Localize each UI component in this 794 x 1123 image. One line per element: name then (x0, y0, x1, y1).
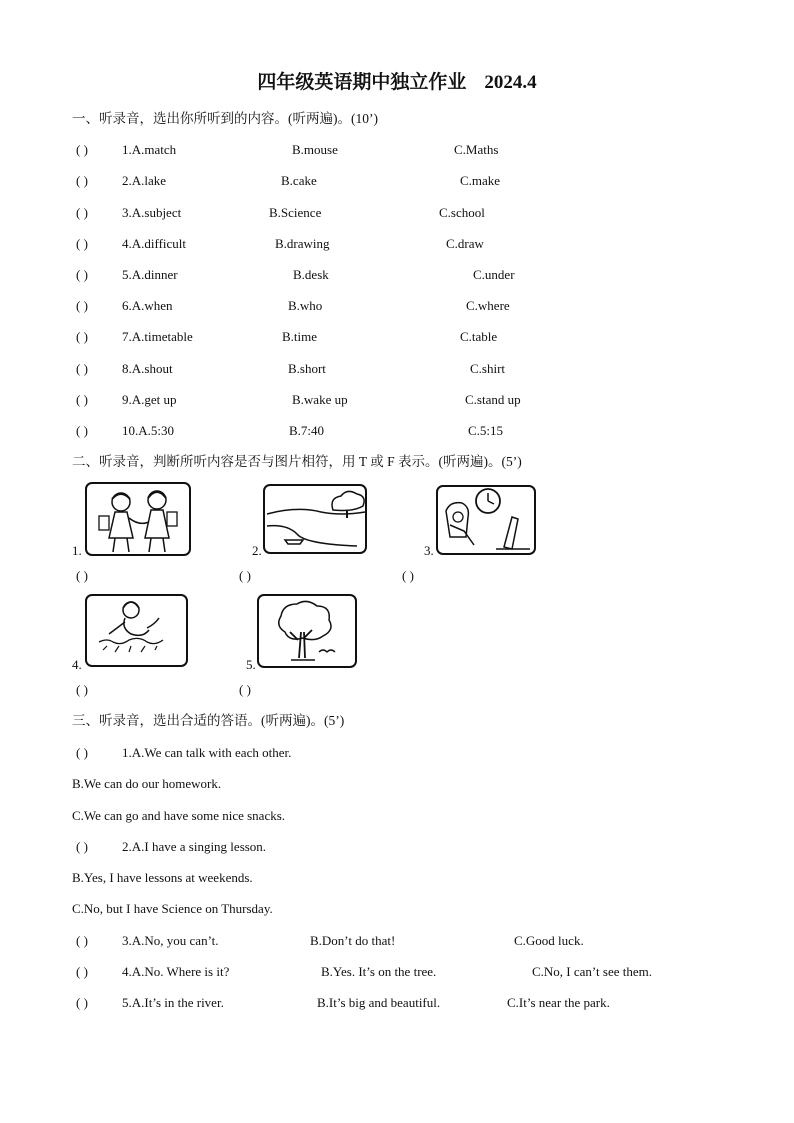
option-c: C.No, I can’t see them. (532, 964, 652, 979)
option-a: 4.A.No. Where is it? (122, 964, 230, 979)
answer-bracket[interactable]: ( ) (76, 298, 88, 313)
option-c: C.shirt (470, 361, 506, 376)
option-b: B.wake up (292, 392, 348, 407)
answer-bracket[interactable]: ( ) (76, 392, 88, 407)
option-c: C.It’s near the park. (507, 995, 610, 1010)
option-c: C.make (460, 173, 501, 188)
picture-number: 4. (72, 657, 82, 672)
answer-bracket[interactable]: ( ) (76, 173, 88, 188)
child-splashing-icon (85, 594, 188, 667)
option-c: C.Good luck. (514, 933, 584, 948)
answer-bracket[interactable]: ( ) (76, 423, 88, 438)
answer-bracket[interactable]: ( ) (76, 361, 88, 376)
lake-boat-icon (263, 484, 367, 554)
picture-number: 5. (246, 657, 256, 672)
option-b: B.Don’t do that! (310, 933, 396, 948)
option-b: B.Science (269, 205, 322, 220)
answer-bracket[interactable]: ( ) (76, 142, 88, 157)
title-text: 四年级英语期中独立作业 (257, 72, 467, 93)
option-a: 1.A.We can talk with each other. (122, 745, 292, 760)
title-date: 2024.4 (484, 72, 537, 93)
option-b: B.short (288, 361, 326, 376)
answer-bracket[interactable]: ( ) (76, 745, 88, 760)
answer-bracket[interactable]: ( ) (76, 682, 88, 697)
option-a: 6.A.when (122, 298, 173, 313)
option-a: 8.A.shout (122, 361, 173, 376)
two-children-icon (85, 482, 191, 556)
picture-number: 2. (252, 543, 262, 558)
option-c: C.school (439, 205, 485, 220)
option-c: C.We can go and have some nice snacks. (72, 808, 286, 823)
answer-bracket[interactable]: ( ) (76, 267, 88, 282)
answer-bracket[interactable]: ( ) (402, 568, 414, 583)
option-c: C.Maths (454, 142, 499, 157)
answer-bracket[interactable]: ( ) (239, 568, 251, 583)
option-b: B.Yes, I have lessons at weekends. (72, 870, 253, 885)
option-a: 3.A.subject (122, 205, 182, 220)
answer-bracket[interactable]: ( ) (76, 568, 88, 583)
option-c: C.where (466, 298, 510, 313)
option-c: C.under (473, 267, 515, 282)
option-c: C.stand up (465, 392, 521, 407)
answer-bracket[interactable]: ( ) (76, 964, 88, 979)
part3-heading: 三、听录音，选出合适的答语。(听两遍)。(5’) (72, 713, 345, 728)
picture-number: 1. (72, 543, 82, 558)
option-b: B.mouse (292, 142, 338, 157)
answer-bracket[interactable]: ( ) (76, 839, 88, 854)
option-b: B.who (288, 298, 323, 313)
answer-bracket[interactable]: ( ) (76, 236, 88, 251)
option-b: B.time (282, 329, 318, 344)
answer-bracket[interactable]: ( ) (76, 995, 88, 1010)
option-c: C.No, but I have Science on Thursday. (72, 901, 273, 916)
option-a: 9.A.get up (122, 392, 177, 407)
option-a: 4.A.difficult (122, 236, 187, 251)
option-a: 10.A.5:30 (122, 423, 174, 438)
option-a: 1.A.match (122, 142, 177, 157)
answer-bracket[interactable]: ( ) (76, 933, 88, 948)
option-a: 3.A.No, you can’t. (122, 933, 219, 948)
option-a: 7.A.timetable (122, 329, 193, 344)
option-b: B.It’s big and beautiful. (317, 995, 441, 1010)
answer-bracket[interactable]: ( ) (76, 329, 88, 344)
answer-bracket[interactable]: ( ) (76, 205, 88, 220)
option-b: B.We can do our homework. (72, 776, 222, 791)
option-b: B.drawing (275, 236, 330, 251)
option-a: 5.A.dinner (122, 267, 178, 282)
tree-icon (257, 594, 357, 668)
answer-bracket[interactable]: ( ) (239, 682, 251, 697)
option-a: 2.A.I have a singing lesson. (122, 839, 267, 854)
option-b: B.Yes. It’s on the tree. (321, 964, 437, 979)
option-c: C.draw (446, 236, 484, 251)
option-a: 5.A.It’s in the river. (122, 995, 224, 1010)
option-c: C.table (460, 329, 498, 344)
option-c: C.5:15 (468, 423, 504, 438)
option-a: 2.A.lake (122, 173, 167, 188)
picture-number: 3. (424, 543, 434, 558)
part2-heading: 二、听录音，判断所听内容是否与图片相符，用 T 或 F 表示。(听两遍)。(5’) (72, 454, 522, 469)
option-b: B.cake (281, 173, 317, 188)
part1-heading: 一、听录音，选出你所听到的内容。(听两遍)。(10’) (72, 111, 378, 126)
option-b: B.desk (293, 267, 329, 282)
clock-sleeping-icon (436, 485, 536, 555)
page-title (0, 72, 794, 94)
option-b: B.7:40 (289, 423, 325, 438)
